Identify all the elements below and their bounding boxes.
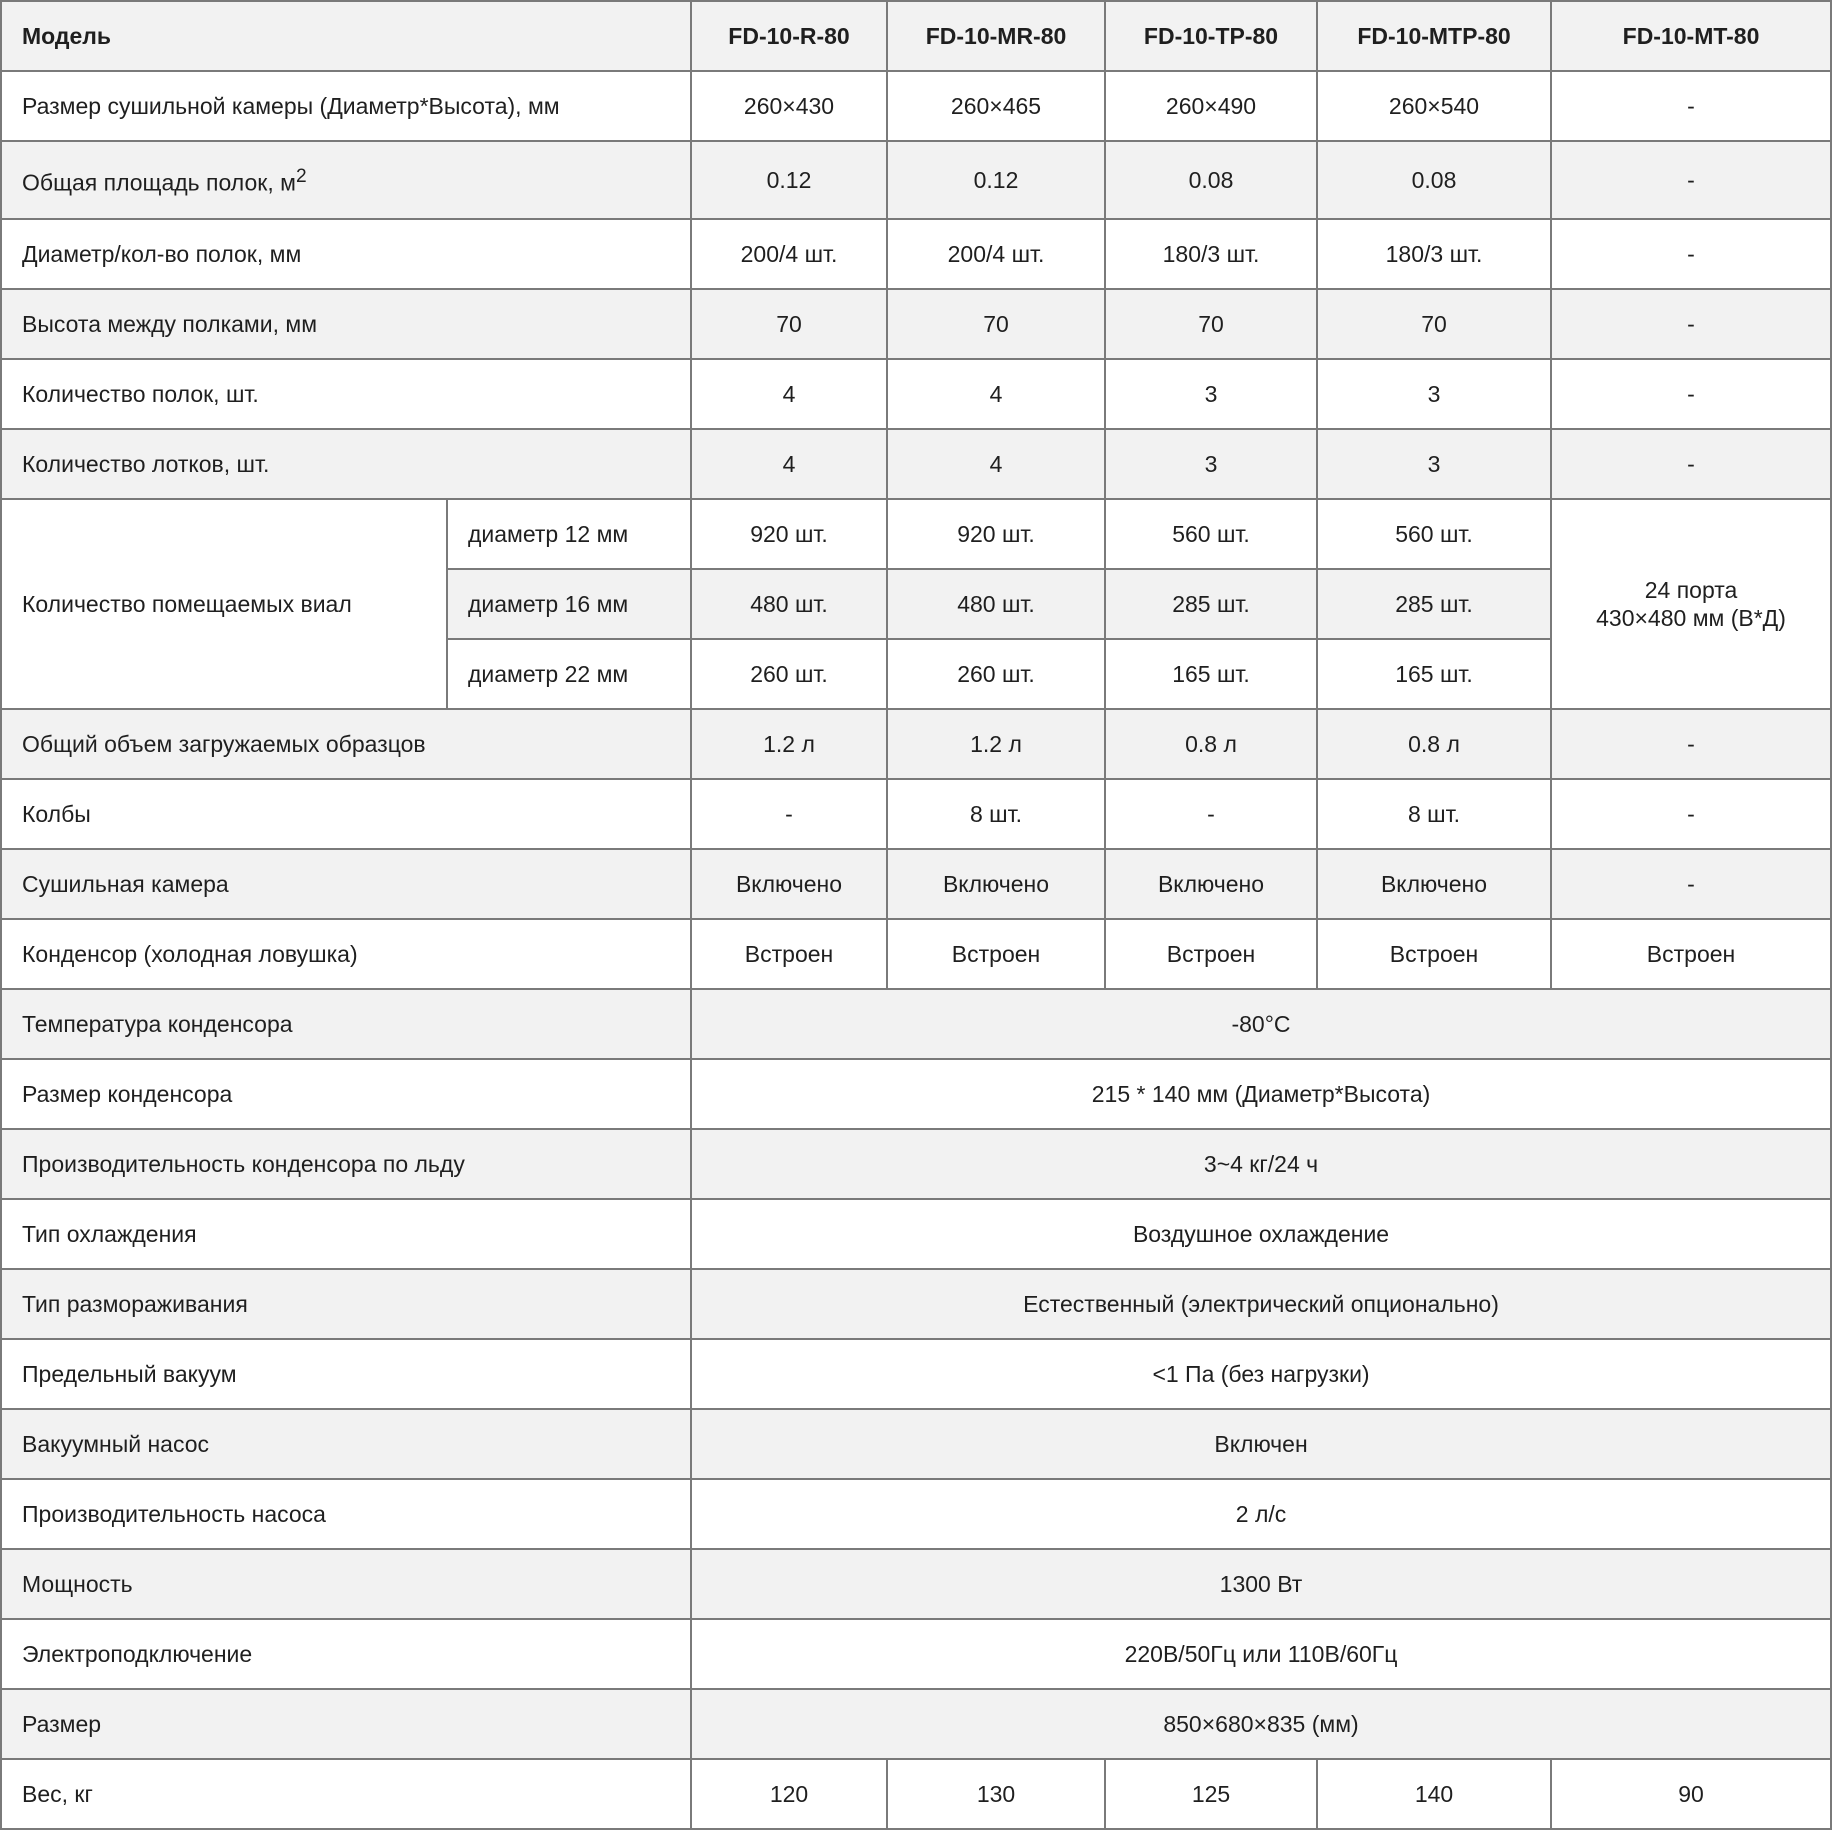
- cell: 260×540: [1317, 71, 1551, 141]
- cell: 260 шт.: [887, 639, 1105, 709]
- row-label: Сушильная камера: [1, 849, 691, 919]
- row-label: Размер: [1, 1689, 691, 1759]
- table-row: [1, 989, 1831, 1059]
- merged-cell: 3~4 кг/24 ч: [691, 1129, 1831, 1199]
- table-row: [1, 1269, 1831, 1339]
- cell: 140: [1317, 1759, 1551, 1829]
- cell: 0.12: [691, 141, 887, 219]
- table-row: [1, 1479, 1831, 1549]
- cell: 165 шт.: [1317, 639, 1551, 709]
- mt-ports-line2: 430×480 мм (В*Д): [1596, 605, 1786, 631]
- cell: -: [691, 779, 887, 849]
- merged-cell: Включен: [691, 1409, 1831, 1479]
- cell: 200/4 шт.: [691, 219, 887, 289]
- table-row: [1, 849, 1831, 919]
- model-fd-10-mr-80: FD-10-MR-80: [887, 1, 1105, 71]
- row-label: Электроподключение: [1, 1619, 691, 1689]
- cell: 180/3 шт.: [1317, 219, 1551, 289]
- cell: 8 шт.: [1317, 779, 1551, 849]
- table-row: [1, 289, 1831, 359]
- model-fd-10-mtp-80: FD-10-MTP-80: [1317, 1, 1551, 71]
- cell: -: [1551, 779, 1831, 849]
- cell: 4: [691, 429, 887, 499]
- merged-cell: Естественный (электрический опционально): [691, 1269, 1831, 1339]
- cell: 4: [887, 359, 1105, 429]
- row-label: Мощность: [1, 1549, 691, 1619]
- cell: Встроен: [1105, 919, 1317, 989]
- table-row: [1, 359, 1831, 429]
- row-label-text: Общая площадь полок, м: [22, 169, 296, 196]
- row-label: Производительность конденсора по льду: [1, 1129, 691, 1199]
- cell: 70: [1317, 289, 1551, 359]
- cell: Включено: [1105, 849, 1317, 919]
- cell: 285 шт.: [1105, 569, 1317, 639]
- cell: 560 шт.: [1317, 499, 1551, 569]
- row-label: Колбы: [1, 779, 691, 849]
- row-label: Тип охлаждения: [1, 1199, 691, 1269]
- cell: Встроен: [691, 919, 887, 989]
- row-label: Размер конденсора: [1, 1059, 691, 1129]
- merged-cell: -80°C: [691, 989, 1831, 1059]
- cell: 0.12: [887, 141, 1105, 219]
- cell: 0.8 л: [1105, 709, 1317, 779]
- table-row: [1, 919, 1831, 989]
- cell: 1.2 л: [887, 709, 1105, 779]
- vial-size-label: диаметр 16 мм: [447, 569, 691, 639]
- cell: 4: [691, 359, 887, 429]
- merged-cell: 1300 Вт: [691, 1549, 1831, 1619]
- cell: -: [1551, 71, 1831, 141]
- cell: 70: [1105, 289, 1317, 359]
- table-row: [1, 141, 1831, 219]
- cell: Встроен: [887, 919, 1105, 989]
- cell: 70: [691, 289, 887, 359]
- cell: Включено: [887, 849, 1105, 919]
- table-row: [1, 1059, 1831, 1129]
- cell: 260×465: [887, 71, 1105, 141]
- table-row: [1, 1409, 1831, 1479]
- cell: 920 шт.: [691, 499, 887, 569]
- cell: -: [1551, 141, 1831, 219]
- cell: 1.2 л: [691, 709, 887, 779]
- table-row: [1, 779, 1831, 849]
- row-label: Производительность насоса: [1, 1479, 691, 1549]
- table-row: [1, 1689, 1831, 1759]
- row-label: Количество лотков, шт.: [1, 429, 691, 499]
- header-row: [1, 1, 1831, 71]
- table-row: [1, 709, 1831, 779]
- row-label: Тип размораживания: [1, 1269, 691, 1339]
- cell: 0.8 л: [1317, 709, 1551, 779]
- table-row: [1, 499, 1831, 569]
- mt-ports-cell: [1551, 499, 1831, 709]
- cell: Включено: [1317, 849, 1551, 919]
- table-row: [1, 1549, 1831, 1619]
- row-label: Общий объем загружаемых образцов: [1, 709, 691, 779]
- cell: 3: [1317, 359, 1551, 429]
- cell: 480 шт.: [691, 569, 887, 639]
- cell: 125: [1105, 1759, 1317, 1829]
- cell: -: [1551, 709, 1831, 779]
- row-label: Высота между полками, мм: [1, 289, 691, 359]
- cell: 3: [1317, 429, 1551, 499]
- cell: 260×430: [691, 71, 887, 141]
- row-label: Количество полок, шт.: [1, 359, 691, 429]
- model-label: Модель: [1, 1, 691, 71]
- vials-label: Количество помещаемых виал: [1, 499, 447, 709]
- row-label: Вакуумный насос: [1, 1409, 691, 1479]
- cell: 560 шт.: [1105, 499, 1317, 569]
- merged-cell: 850×680×835 (мм): [691, 1689, 1831, 1759]
- row-label: Температура конденсора: [1, 989, 691, 1059]
- table-row: [1, 71, 1831, 141]
- table-row: [1, 219, 1831, 289]
- cell: 285 шт.: [1317, 569, 1551, 639]
- merged-cell: 2 л/с: [691, 1479, 1831, 1549]
- vial-size-label: диаметр 12 мм: [447, 499, 691, 569]
- cell: 260 шт.: [691, 639, 887, 709]
- mt-ports-line1: 24 порта: [1644, 577, 1738, 603]
- model-fd-10-tp-80: FD-10-TP-80: [1105, 1, 1317, 71]
- cell: 70: [887, 289, 1105, 359]
- row-label: Конденсор (холодная ловушка): [1, 919, 691, 989]
- cell: 8 шт.: [887, 779, 1105, 849]
- cell: 0.08: [1317, 141, 1551, 219]
- cell: 120: [691, 1759, 887, 1829]
- cell: 165 шт.: [1105, 639, 1317, 709]
- cell: 3: [1105, 429, 1317, 499]
- cell: -: [1551, 429, 1831, 499]
- cell: 0.08: [1105, 141, 1317, 219]
- cell: 90: [1551, 1759, 1831, 1829]
- merged-cell: Воздушное охлаждение: [691, 1199, 1831, 1269]
- cell: 3: [1105, 359, 1317, 429]
- cell: Встроен: [1551, 919, 1831, 989]
- cell: 260×490: [1105, 71, 1317, 141]
- cell: 200/4 шт.: [887, 219, 1105, 289]
- cell: 4: [887, 429, 1105, 499]
- table-row: [1, 1759, 1831, 1829]
- cell: 480 шт.: [887, 569, 1105, 639]
- row-label: Вес, кг: [1, 1759, 691, 1829]
- row-label: Предельный вакуум: [1, 1339, 691, 1409]
- merged-cell: <1 Па (без нагрузки): [691, 1339, 1831, 1409]
- cell: -: [1551, 289, 1831, 359]
- cell: -: [1551, 219, 1831, 289]
- cell: Включено: [691, 849, 887, 919]
- row-label: Диаметр/кол-во полок, мм: [1, 219, 691, 289]
- row-label: [1, 141, 691, 219]
- table-row: [1, 1129, 1831, 1199]
- cell: -: [1551, 849, 1831, 919]
- row-label: Размер сушильной камеры (Диаметр*Высота), мм: [1, 71, 691, 141]
- cell: 180/3 шт.: [1105, 219, 1317, 289]
- vial-size-label: диаметр 22 мм: [447, 639, 691, 709]
- superscript: 2: [295, 166, 307, 188]
- merged-cell: 215 * 140 мм (Диаметр*Высота): [691, 1059, 1831, 1129]
- cell: 920 шт.: [887, 499, 1105, 569]
- cell: -: [1105, 779, 1317, 849]
- table-row: [1, 1339, 1831, 1409]
- cell: Встроен: [1317, 919, 1551, 989]
- table-row: [1, 1199, 1831, 1269]
- model-fd-10-mt-80: FD-10-MT-80: [1551, 1, 1831, 71]
- cell: 130: [887, 1759, 1105, 1829]
- model-fd-10-r-80: FD-10-R-80: [691, 1, 887, 71]
- table-row: [1, 429, 1831, 499]
- cell: -: [1551, 359, 1831, 429]
- merged-cell: 220В/50Гц или 110В/60Гц: [691, 1619, 1831, 1689]
- table-row: [1, 1619, 1831, 1689]
